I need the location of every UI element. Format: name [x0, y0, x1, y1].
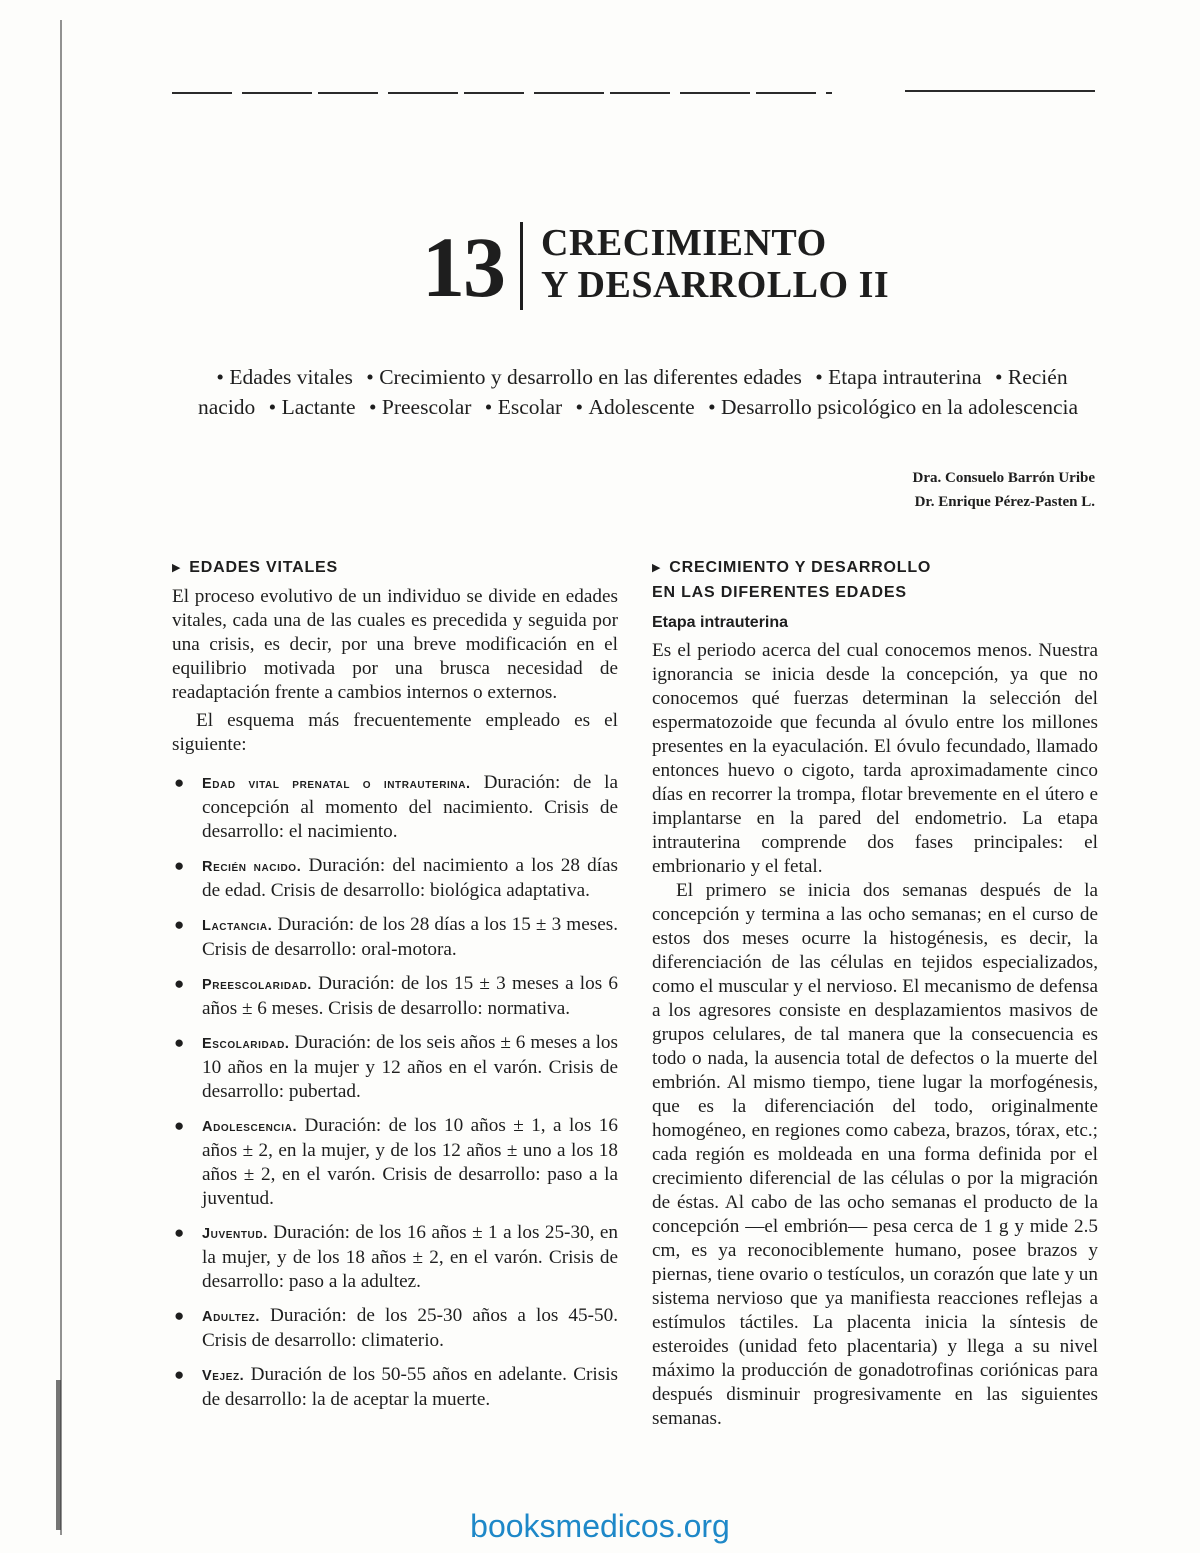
stage-text: Duración: de los 25-30 años a los 45-50. Crisis de desarrollo: climaterio.: [202, 1305, 618, 1351]
chapter-heading: [422, 219, 890, 315]
section-heading-text: CRECIMIENTO Y DESARROLLO: [669, 559, 932, 576]
author-name: Dra. Consuelo Barrón Uribe: [912, 470, 1095, 486]
section-heading-text: EDADES VITALES: [189, 559, 338, 576]
list-item: [172, 1363, 618, 1412]
list-item: [172, 771, 618, 844]
bullet-icon: ●: [174, 1033, 185, 1052]
author-list: [913, 466, 1096, 514]
bullet-icon: ●: [174, 1223, 185, 1242]
chapter-title: [541, 222, 889, 306]
paragraph: El esquema más frecuentemente empleado es el siguiente:: [172, 710, 618, 755]
list-item: [172, 854, 618, 903]
stage-term: Adultez.: [202, 1309, 260, 1325]
topic-item: • Recién nacido: [198, 365, 1068, 419]
chapter-number: 13: [422, 219, 504, 315]
left-column: [172, 556, 618, 1422]
topic-item: • Etapa intrauterina: [815, 365, 981, 389]
stage-term: Recién nacido.: [202, 859, 302, 875]
stage-text: Duración: del nacimiento a los 28 días de edad. Crisis de desarrollo: biológica adaptativa.: [202, 855, 618, 901]
topic-item: • Escolar: [485, 395, 562, 419]
list-item: [172, 972, 618, 1021]
header-rule-left: [172, 92, 832, 94]
list-item: [172, 913, 618, 962]
topic-list: [190, 362, 1090, 422]
chapter-divider: [520, 222, 523, 310]
subsection-heading: Etapa intrauterina: [652, 614, 789, 631]
triangle-right-icon: ▶: [652, 562, 662, 574]
section-heading-text: EN LAS DIFERENTES EDADES: [652, 584, 907, 601]
stage-text: Duración: de los 16 años ± 1 a los 25-30, en la mujer, y de los 18 años ± 2, en el varón. Crisis de desarrollo: paso a la adultez.: [202, 1222, 618, 1292]
triangle-right-icon: ▶: [172, 562, 182, 574]
list-item: [172, 1031, 618, 1104]
bullet-icon: ●: [174, 915, 185, 934]
paragraph: Es el periodo acerca del cual conocemos menos. Nuestra ignorancia se inicia desde la concepción, ya que no conocemos qué fuerzas determinan la selección del espermatozoide que fecunda al óvulo entre los millones presentes en la eyaculación. El óvulo fecundado, llamado entonces huevo o cigoto, tarda aproximadamente cinco días en recorrer la trompa, flotar brevemente en el útero e implantarse en la pared del endometrio. La etapa intrauterina comprende dos fases principales: el embrionario y el fetal.: [652, 640, 1098, 877]
bullet-icon: ●: [174, 1365, 185, 1384]
list-item: [172, 1114, 618, 1211]
topic-item: • Adolescente: [576, 395, 695, 419]
bullet-icon: ●: [174, 1306, 185, 1325]
right-column: [652, 556, 1098, 1431]
stage-term: Adolescencia.: [202, 1119, 298, 1135]
scan-edge-line: [60, 20, 62, 1535]
chapter-title-line1: CRECIMIENTO: [541, 222, 827, 264]
section-heading-edades-vitales: [172, 556, 618, 581]
stage-term: Juventud.: [202, 1226, 268, 1242]
topic-item: • Desarrollo psicológico en la adolescencia: [708, 395, 1078, 419]
stage-term: Vejez.: [202, 1368, 245, 1384]
stage-text: Duración: de los 10 años ± 1, a los 16 años ± 2, en la mujer, y de los 12 años ± uno a los 18 años ± 2, en el varón. Crisis de desarrollo: paso a la juventud.: [202, 1115, 618, 1209]
stage-text: Duración: de la concepción al momento del nacimiento. Crisis de desarrollo: el nacimiento.: [202, 772, 618, 842]
bullet-icon: ●: [174, 856, 185, 875]
paragraph: El proceso evolutivo de un individuo se divide en edades vitales, cada una de las cuales es precedida y seguida por una crisis, es decir, por una breve modificación en el equilibrio motivada por una brusca necesidad de readaptación frente a cambios internos o externos.: [172, 586, 618, 703]
section-heading-crecimiento: [652, 556, 1098, 605]
author-name: Dr. Enrique Pérez-Pasten L.: [914, 494, 1095, 510]
topic-item: • Edades vitales: [216, 365, 353, 389]
stage-term: Escolaridad.: [202, 1036, 290, 1052]
stage-term: Preescolaridad.: [202, 977, 312, 993]
topic-item: • Crecimiento y desarrollo en las diferentes edades: [366, 365, 802, 389]
chapter-title-line2: Y DESARROLLO II: [541, 264, 890, 306]
topic-item: • Preescolar: [369, 395, 471, 419]
stage-text: Duración: de los 28 días a los 15 ± 3 meses. Crisis de desarrollo: oral-motora.: [202, 914, 618, 960]
stage-list: [172, 771, 618, 1412]
stage-text: Duración: de los seis años ± 6 meses a los 10 años en la mujer y 12 años en el varón. Crisis de desarrollo: pubertad.: [202, 1032, 618, 1102]
header-rule-right: [905, 90, 1095, 92]
list-item: [172, 1304, 618, 1353]
stage-text: Duración: de los 15 ± 3 meses a los 6 años ± 6 meses. Crisis de desarrollo: normativa.: [202, 973, 618, 1019]
bullet-icon: ●: [174, 773, 185, 792]
bullet-icon: ●: [174, 1116, 185, 1135]
stage-term: Lactancia.: [202, 918, 273, 934]
stage-term: Edad vital prenatal o intrauterina.: [202, 776, 471, 792]
stage-text: Duración de los 50-55 años en adelante. Crisis de desarrollo: la de aceptar la muerte.: [202, 1364, 618, 1410]
bullet-icon: ●: [174, 974, 185, 993]
paragraph: El primero se inicia dos semanas después de la concepción y termina a las ocho semanas; en el curso de estos dos meses ocurre la histogénesis, es decir, la diferenciación de las células en tejidos especializados, como el muscular y el nervioso. El mecanismo de defensa a los agresores consiste en desplazamientos masivos de grupos celulares, de tal manera que la consecuencia es todo o nada, la ausencia total de defectos o la muerte del embrión. Al mismo tiempo, tiene lugar la morfogénesis, que es la diferenciación del todo, originalmente homogéneo, en regiones como cabeza, brazos, tórax, etc.; cada región es moldeada en una forma definida por el crecimiento diferencial de las células o por la migración de éstas. Al cabo de las ocho semanas el producto de la concepción —el embrión— pesa cerca de 1 g y mide 2.5 cm, es ya reconociblemente humano, posee brazos y piernas, tiene ovario o testículos, un corazón que late y un sistema nervioso que ya manifiesta reacciones reflejas a estímulos táctiles. La placenta inicia la síntesis de esteroides (unidad feto placentaria) y llega a su nivel máximo la producción de gonadotrofinas coriónicas para después disminuir progresivamente en las siguientes semanas.: [652, 880, 1098, 1429]
list-item: [172, 1221, 618, 1294]
topic-item: • Lactante: [269, 395, 356, 419]
footer-link[interactable]: booksmedicos.org: [470, 1508, 730, 1544]
